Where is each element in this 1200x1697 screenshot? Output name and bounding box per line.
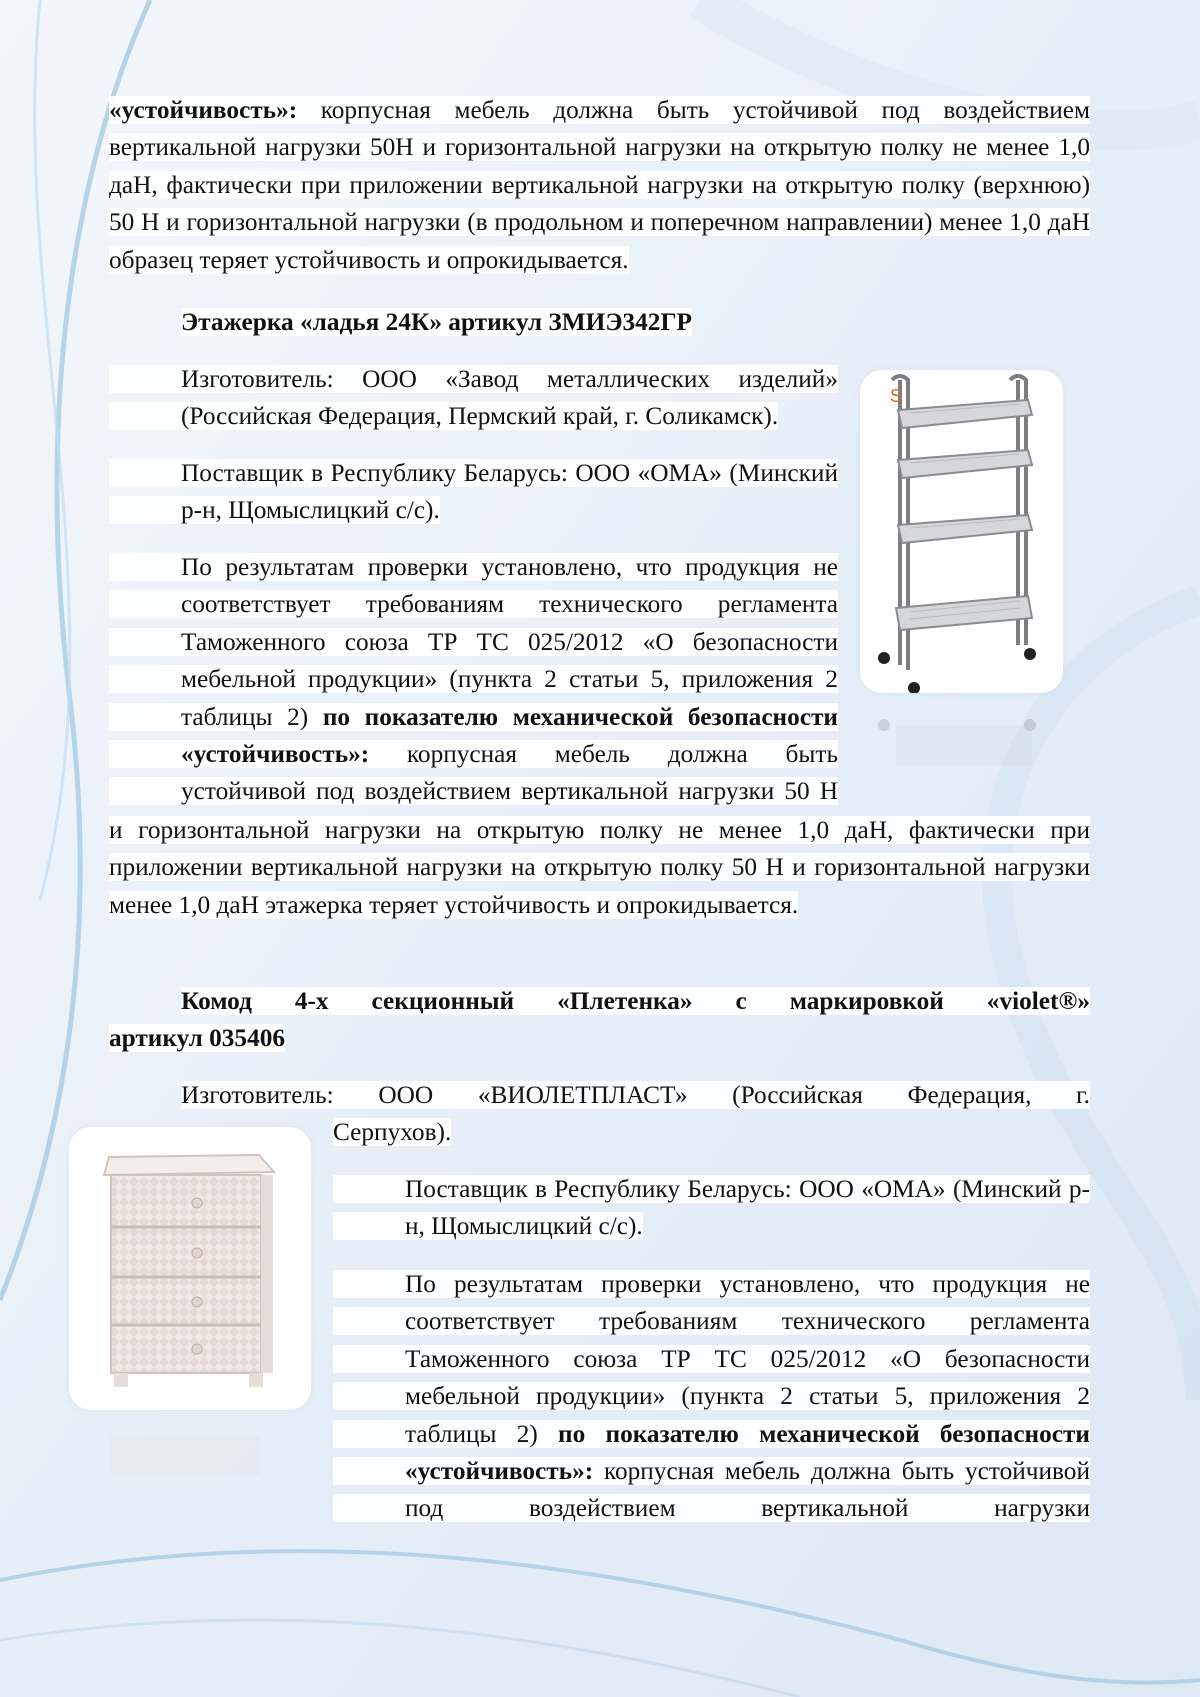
metal-shelf-icon: [860, 370, 1063, 693]
product2-heading-line1: Комод 4-х секционный «Плетенка» с маркировкой «violet®»: [181, 987, 1090, 1015]
product2-result-end: корпусная мебель должна быть устойчивой под воздействием вертикальной нагрузки: [405, 1457, 1090, 1523]
product1-heading-text: Этажерка «ладья 24К» артикул ЗМИЭ342ГР: [181, 308, 692, 336]
product2-manufacturer-line1: Изготовитель: ООО «ВИОЛЕТПЛАСТ» (Российская Федерация, г.: [181, 1081, 1090, 1109]
product1-result-continued: [109, 812, 1090, 924]
shelf-reflection: [860, 715, 1063, 785]
chest-of-drawers-icon: [69, 1127, 311, 1410]
product1-supplier: [109, 455, 838, 530]
product2-supplier-text: Поставщик в Республику Беларусь: ООО «ОМА» (Минский р-н, Щомыслицкий с/с).: [333, 1175, 1090, 1240]
dresser-image: [69, 1127, 311, 1410]
product2-result-bold: по показателю механической безопасности «устойчивость»:: [405, 1419, 1091, 1486]
product1-heading: [181, 304, 1081, 341]
product2-manufacturer: [181, 1077, 1090, 1114]
dresser-reflection: [100, 1430, 280, 1490]
product2-supplier: [333, 1171, 1090, 1246]
product1-result: [109, 549, 838, 811]
product1-result-start: По результатам проверки установлено, что продукция не соответствует требованиям технического регламента Таможенного союза ТР ТС 025/2012 «О безопасности мебельной продукции» (пункта 2 статьи 5, приложения 2 таблицы 2): [181, 553, 838, 731]
product2-manufacturer-second-line: [333, 1114, 1090, 1151]
product2-result: [333, 1266, 1090, 1528]
product1-manufacturer-text: Изготовитель: ООО «Завод металлических изделий» (Российская Федерация, Пермский край, г. Соликамск).: [109, 365, 838, 430]
shelf-image: [860, 370, 1063, 693]
product2-heading-second-line: [109, 1020, 1009, 1057]
product2-manufacturer-line2: Серпухов).: [333, 1118, 452, 1146]
intro-paragraph: [109, 92, 1090, 279]
product1-result-bold: по показателю механической безопасности «устойчивость»:: [181, 702, 838, 769]
intro-text: корпусная мебель должна быть устойчивой под воздействием вертикальной нагрузки 50Н и горизонтальной нагрузки на открытую полку не менее 1,0 даН, фактически при приложении вертикальной нагрузки на открытую полку (верхнюю) 50 Н и горизонтальной нагрузки (в продольном и поперечном направлении) менее 1,0 даН образец теряет устойчивость и опрокидывается.: [109, 96, 1090, 274]
product1-result-continued-text: и горизонтальной нагрузки на открытую полку не менее 1,0 даН, фактически при приложении вертикальной нагрузки на открытую полку 50 Н и горизонтальной нагрузки менее 1,0 даН этажерка теряет устойчивость и опрокидывается.: [109, 816, 1090, 919]
product1-manufacturer: [109, 361, 838, 436]
product2-heading: [181, 983, 1090, 1020]
svg-text:S: S: [890, 386, 903, 406]
product1-supplier-text: Поставщик в Республику Беларусь: ООО «ОМА» (Минский р-н, Щомыслицкий с/с).: [109, 459, 838, 524]
product2-heading-line2: артикул 035406: [109, 1024, 286, 1052]
product2-result-start: По результатам проверки установлено, что продукция не соответствует требованиям технического регламента Таможенного союза ТР ТС 025/2012 «О безопасности мебельной продукции» (пункта 2 статьи 5, приложения 2 таблицы 2): [405, 1270, 1090, 1448]
product1-result-end: корпусная мебель должна быть устойчивой под воздействием вертикальной нагрузки 50 Н: [181, 740, 838, 806]
intro-bold-lead: «устойчивость»:: [109, 96, 298, 124]
